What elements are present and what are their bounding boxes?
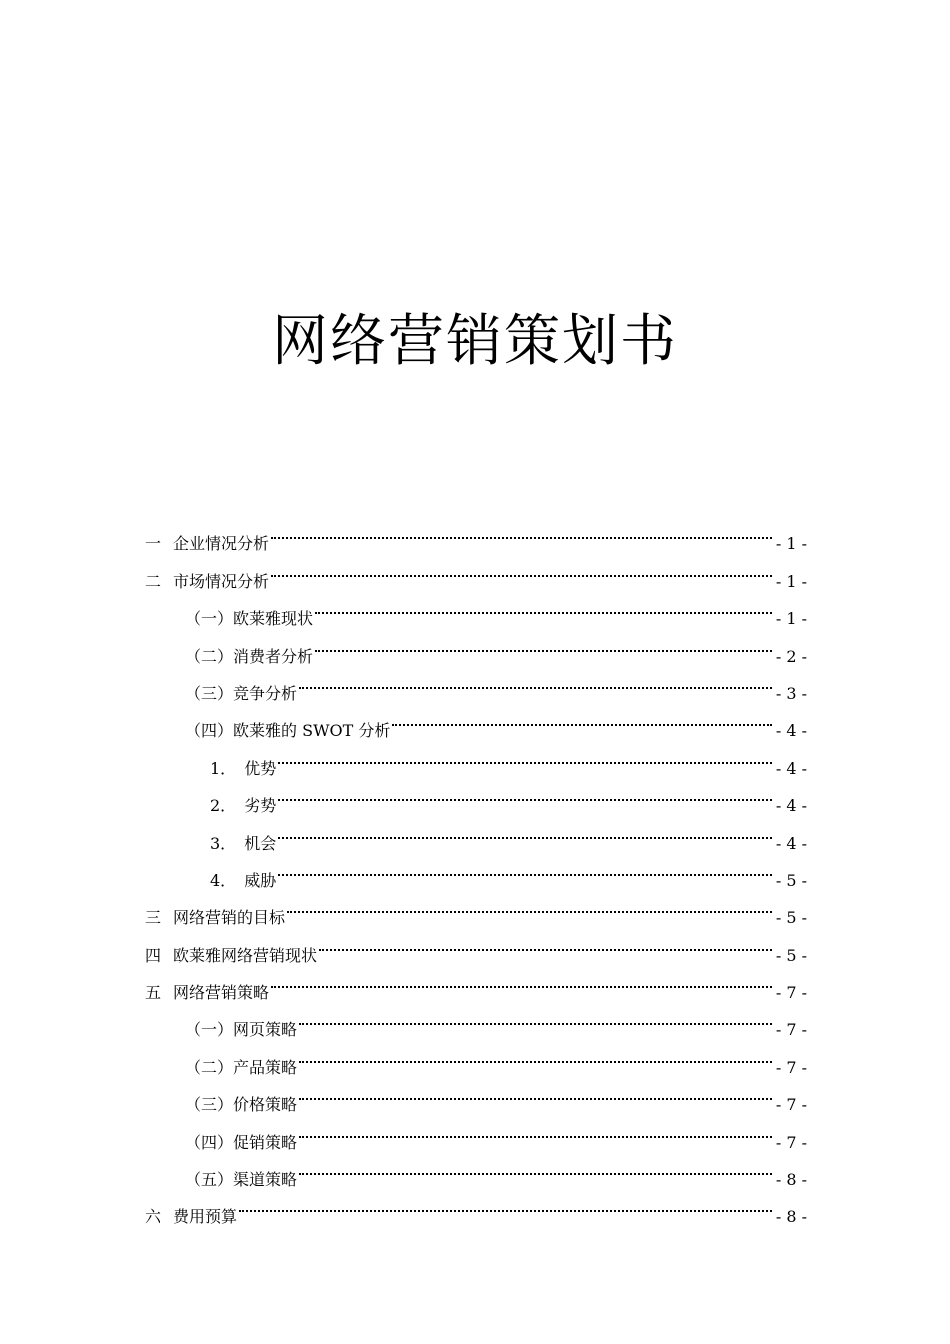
toc-leader-dots	[278, 736, 772, 773]
toc-entry-page-number: - 1 -	[775, 571, 807, 591]
toc-entry-page-number: - 4 -	[775, 721, 807, 741]
toc-entry[interactable]	[145, 1185, 807, 1227]
toc-entry-title: 费用预算	[173, 1207, 238, 1227]
toc-leader-dots	[299, 1148, 772, 1185]
toc-entry-title: 竞争分析	[233, 683, 298, 703]
toc-entry-title: 产品策略	[233, 1057, 298, 1077]
toc-entry-title: 优势	[244, 758, 277, 778]
toc-leader-dots	[299, 1073, 772, 1110]
toc-leader-dots	[299, 1035, 772, 1072]
toc-leader-dots	[315, 587, 772, 624]
toc-leader-dots	[271, 961, 772, 998]
toc-entry-page-number: - 7 -	[775, 983, 807, 1003]
toc-leader-dots	[239, 1185, 772, 1222]
toc-entry-title: 劣势	[244, 796, 277, 816]
toc-entry-number: 三	[145, 908, 162, 928]
toc-entry-number: 3．	[210, 833, 237, 853]
toc-entry-number: （二）	[185, 646, 234, 666]
toc-entry-page-number: - 8 -	[775, 1207, 807, 1227]
toc-entry-number: 一	[145, 534, 162, 554]
toc-entry-number: 二	[145, 571, 162, 591]
toc-entry-number: （二）	[185, 1057, 234, 1077]
toc-entry-page-number: - 7 -	[775, 1095, 807, 1115]
toc-entry-page-number: - 5 -	[775, 945, 807, 965]
toc-entry-title: 渠道策略	[233, 1170, 298, 1190]
toc-entry-title: 价格策略	[233, 1095, 298, 1115]
toc-entry-page-number: - 2 -	[775, 646, 807, 666]
toc-entry-page-number: - 5 -	[775, 870, 807, 890]
toc-entry-title: 威胁	[244, 870, 277, 890]
toc-entry-title: 促销策略	[233, 1132, 298, 1152]
toc-entry-title: 市场情况分析	[173, 571, 270, 591]
toc-entry-page-number: - 4 -	[775, 758, 807, 778]
toc-entry-number: 四	[145, 945, 162, 965]
toc-entry-title: 网络营销的目标	[173, 908, 286, 928]
toc-entry-page-number: - 1 -	[775, 534, 807, 554]
toc-entry-title: 机会	[244, 833, 277, 853]
toc-leader-dots	[278, 849, 772, 886]
toc-entry-title: 欧莱雅网络营销现状	[173, 945, 318, 965]
toc-entry-number: 1．	[210, 758, 237, 778]
toc-entry[interactable]	[145, 512, 807, 554]
toc-leader-dots	[271, 549, 772, 586]
toc-entry-title: 欧莱雅现状	[233, 609, 314, 629]
toc-entry-page-number: - 3 -	[775, 683, 807, 703]
toc-entry-number: （四）	[185, 1132, 234, 1152]
document-title: 网络营销策划书	[272, 309, 678, 374]
toc-entry-number: 五	[145, 983, 162, 1003]
toc-entry-page-number: - 7 -	[775, 1020, 807, 1040]
toc-leader-dots	[287, 886, 772, 923]
toc-entry-page-number: - 1 -	[775, 609, 807, 629]
toc-leader-dots	[299, 1110, 772, 1147]
toc-entry-page-number: - 4 -	[775, 796, 807, 816]
toc-leader-dots	[278, 811, 772, 848]
toc-entry-title: 欧莱雅的 SWOT 分析	[233, 721, 391, 741]
toc-entry-page-number: - 7 -	[775, 1057, 807, 1077]
toc-entry-number: 六	[145, 1207, 162, 1227]
toc-entry-number: 4．	[210, 870, 237, 890]
toc-entry-page-number: - 5 -	[775, 908, 807, 928]
toc-entry-page-number: - 7 -	[775, 1132, 807, 1152]
toc-entry-number: （一）	[185, 609, 234, 629]
toc-entry-number: （三）	[185, 1095, 234, 1115]
toc-entry-page-number: - 8 -	[775, 1170, 807, 1190]
toc-leader-dots	[271, 512, 772, 549]
toc-entry-title: 消费者分析	[233, 646, 314, 666]
toc-entry-number: （三）	[185, 683, 234, 703]
toc-entry-page-number: - 4 -	[775, 833, 807, 853]
toc-leader-dots	[278, 774, 772, 811]
toc-entry-number: （一）	[185, 1020, 234, 1040]
toc-entry-number: （四）	[185, 721, 234, 741]
toc-entry-title: 企业情况分析	[173, 534, 270, 554]
toc-entry-title: 网页策略	[233, 1020, 298, 1040]
toc-entry-number: 2．	[210, 796, 237, 816]
table-of-contents	[145, 512, 807, 1227]
toc-leader-dots	[319, 923, 772, 960]
toc-leader-dots	[392, 699, 771, 736]
toc-entry-title: 网络营销策略	[173, 983, 270, 1003]
toc-leader-dots	[299, 998, 772, 1035]
toc-leader-dots	[315, 624, 772, 661]
toc-entry-number: （五）	[185, 1170, 234, 1190]
toc-leader-dots	[299, 662, 772, 699]
